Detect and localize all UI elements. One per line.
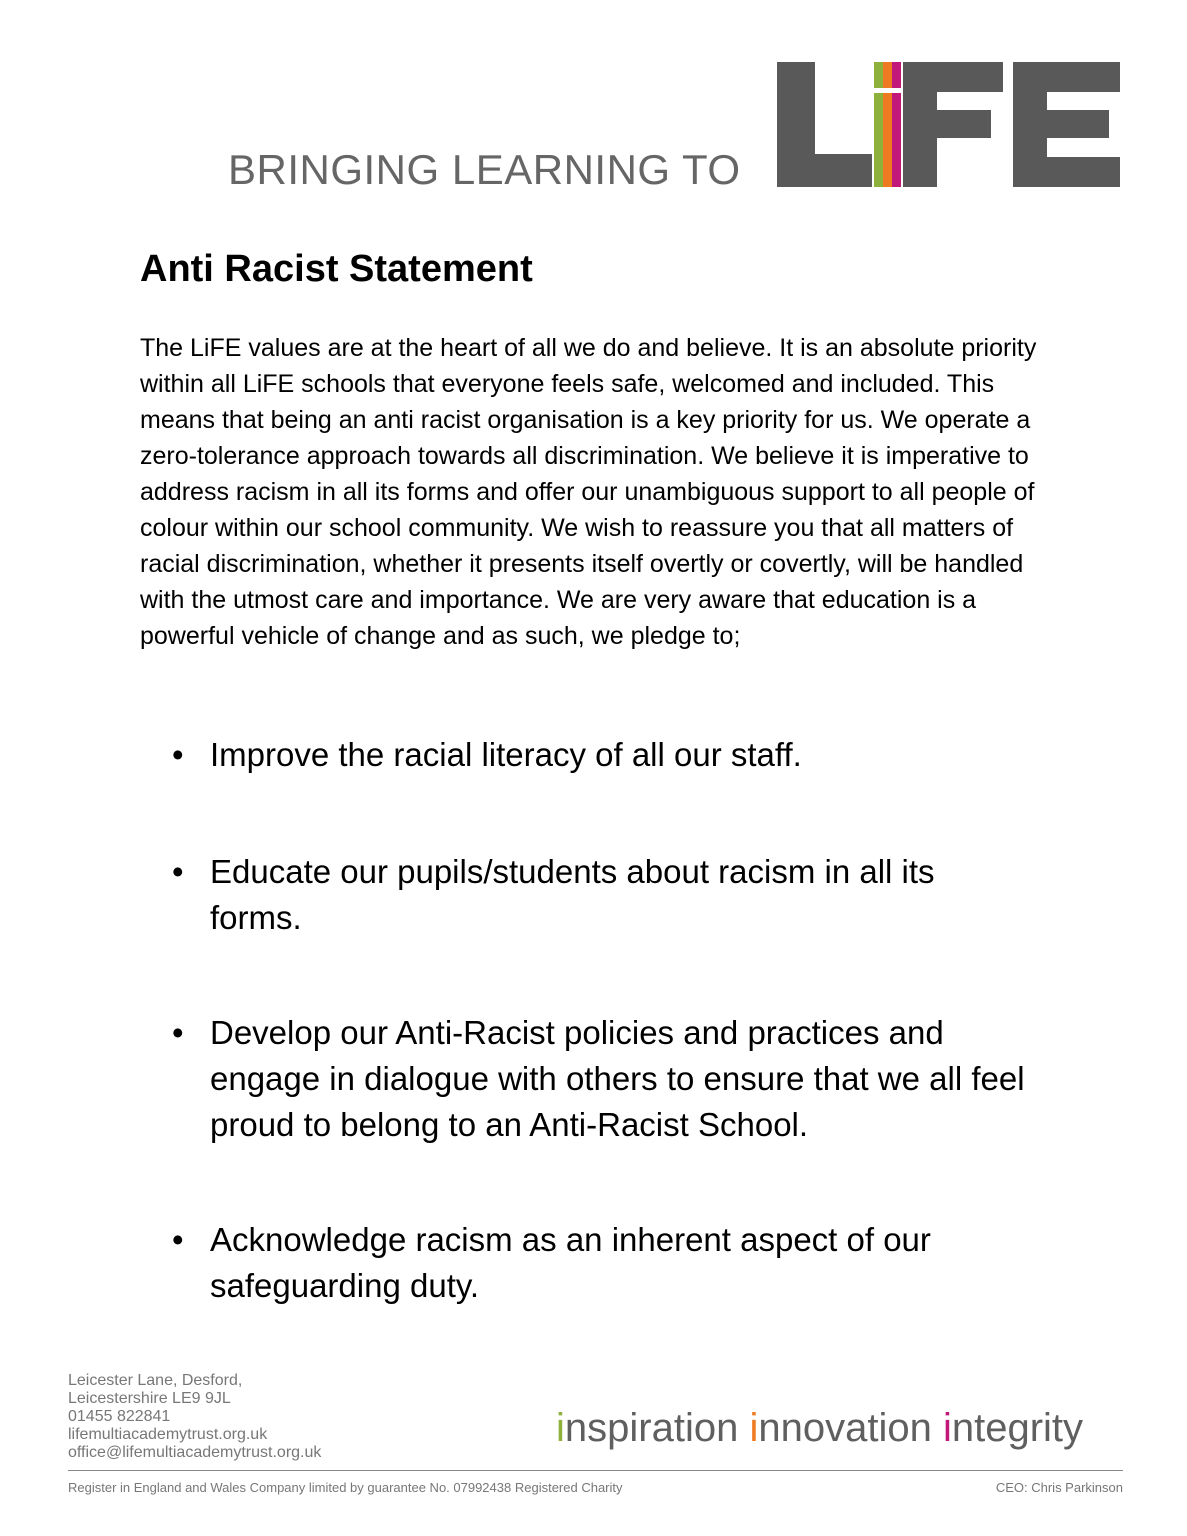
list-item [172, 1010, 1032, 1148]
email-link[interactable]: office@lifemultiacademytrust.org.uk [68, 1444, 322, 1461]
logo-f-mid [903, 110, 991, 138]
value-initial-green: i [556, 1406, 565, 1450]
bullet-icon: • [172, 853, 184, 890]
pledge-text: Improve the racial literacy of all our staff. [210, 736, 802, 773]
header-tagline: BRINGING LEARNING TO [228, 146, 741, 193]
logo-l-foot [777, 154, 872, 187]
pledge-text: Educate our pupils/students about racism in all its forms. [210, 853, 935, 936]
logo-i-dot-gap [874, 88, 901, 93]
logo-e-bottom [1013, 157, 1120, 187]
website-link[interactable]: lifemultiacademytrust.org.uk [68, 1426, 268, 1443]
logo-stripe-green [874, 62, 883, 187]
logo-e-mid [1013, 110, 1109, 138]
contact-address [68, 1372, 321, 1462]
list-item [172, 1217, 1032, 1309]
address-line-2: Leicestershire LE9 9JL [68, 1390, 231, 1407]
intro-paragraph: The LiFE values are at the heart of all we do and believe. It is an absolute priority within all LiFE schools that everyone feels safe, welcomed and included. This means that being an anti racist organisation is a key priority for us. We operate a zero-tolerance approach towards all discrimination. We believe it is imperative to address racism in all its forms and offer our unambiguous support to all people of colour within our school community. We wish to reassure you that all matters of racial discrimination, whether it presents itself overtly or covertly, will be handled with the utmost care and importance. We are very aware that education is a powerful vehicle of change and as such, we pledge to; [140, 334, 1037, 650]
document-title: Anti Racist Statement [140, 248, 533, 290]
logo-e-top [1013, 62, 1120, 92]
values-strapline [556, 1404, 1083, 1452]
bullet-icon: • [172, 1014, 184, 1051]
ceo-name: CEO: Chris Parkinson [995, 1480, 1123, 1495]
phone-number: 01455 822841 [68, 1408, 171, 1425]
logo-stripe-magenta [892, 62, 901, 187]
company-registration: Register in England and Wales Company limited by guarantee No. 07992438 Registered Charity [68, 1480, 623, 1495]
footer-divider [68, 1470, 1123, 1471]
pledge-text: Develop our Anti-Racist policies and practices and engage in dialogue with others to ensure that we all feel proud to belong to an Anti-Racist School. [210, 1014, 1025, 1143]
bullet-icon: • [172, 736, 184, 773]
list-item [172, 732, 1032, 778]
bullet-icon: • [172, 1221, 184, 1258]
value-word-integrity: ntegrity [951, 1406, 1084, 1450]
list-item [172, 849, 1032, 941]
logo-stripe-orange [883, 62, 892, 187]
value-initial-magenta: i [942, 1406, 952, 1450]
value-word-innovation: nnovation [758, 1406, 932, 1450]
value-initial-orange: i [749, 1406, 759, 1450]
life-logo [777, 62, 1120, 187]
address-line-1: Leicester Lane, Desford, [68, 1372, 243, 1389]
logo-f-top [903, 62, 1003, 92]
value-word-inspiration: nspiration [564, 1406, 739, 1450]
pledge-text: Acknowledge racism as an inherent aspect of our safeguarding duty. [210, 1221, 931, 1304]
